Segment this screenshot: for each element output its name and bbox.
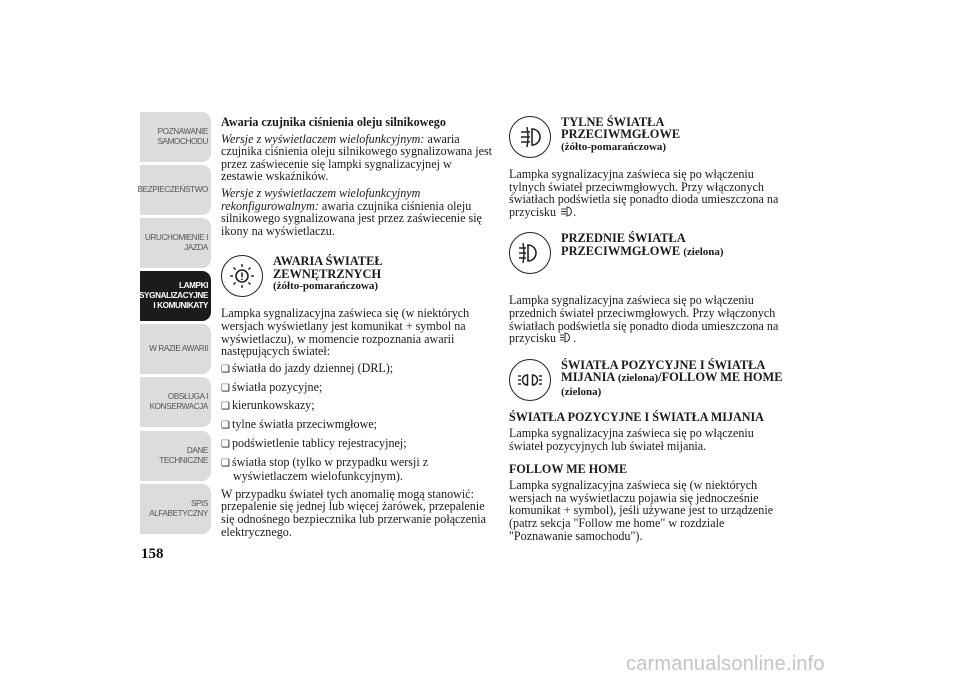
list-item: ❑ kierunkowskazy; xyxy=(221,399,493,414)
list-item: ❑ światła pozycyjne; xyxy=(221,381,493,396)
front-fog-block xyxy=(509,232,785,274)
exterior-lights-color: (żółto-pomarańczowa) xyxy=(273,280,379,293)
side-lights-heading: ŚWIATŁA POZYCYJNE I ŚWIATŁA MIJANIA xyxy=(509,409,764,424)
follow-me-home-paragraph: Lampka sygnalizacyjna zaświeca się (w niektórych wersjach na wyświetlaczu pojawia się jednocześnie komunikat + symbol), jeśli używane jest to urządzenie (patrz sekcja "Follow me home" w rozdziale "Poznawanie samochodu"). xyxy=(509,478,774,543)
right-column xyxy=(509,116,785,546)
front-fog-button-icon xyxy=(559,332,573,343)
rear-fog-title xyxy=(561,116,681,153)
side-lights-icon xyxy=(509,359,551,401)
left-column xyxy=(221,116,493,542)
oil-sensor-p1-italic: Wersje z wyświetlaczem wielofunkcyjnym: xyxy=(221,131,425,146)
tab-uruchomienie-i-jazda[interactable]: URUCHOMIENIE I JAZDA xyxy=(140,218,211,268)
list-item: ❑ podświetlenie tablicy rejestracyjnej; xyxy=(221,437,493,452)
chapter-tabs xyxy=(137,112,211,537)
side-lights-title-text: ŚWIATŁA POZYCYJNE I ŚWIATŁA MIJANIA xyxy=(561,357,765,385)
follow-me-title-text: /FOLLOW ME HOME xyxy=(658,370,783,385)
oil-sensor-paragraph-1 xyxy=(221,133,493,183)
front-fog-light-icon xyxy=(509,232,551,274)
front-fog-paragraph: Lampka sygnalizacyjna zaświeca się po włączeniu przednich świateł przeciwmgłowych. Przy włączonych światłach podświetla się ponadto dioda umieszczona na przycisku . xyxy=(509,293,779,346)
list-item: ❑ tylne światła przeciwmgłowe; xyxy=(221,418,493,433)
oil-sensor-paragraph-2 xyxy=(221,187,493,237)
page-number: 158 xyxy=(141,546,164,562)
front-fog-title-line xyxy=(561,232,771,258)
tab-w-razie-awarii[interactable]: W RAZIE AWARII xyxy=(140,324,211,374)
front-fog-title-text: PRZEDNIE ŚWIATŁA PRZECIWMGŁOWE xyxy=(561,231,686,258)
failed-lights-list xyxy=(221,362,493,483)
rear-fog-color: (żółto-pomarańczowa) xyxy=(561,140,667,153)
list-item: ❑ światła stop (tylko w przypadku wersji z wyświetlaczem wielofunkcyjnym). xyxy=(221,456,493,483)
side-lights-paragraph: Lampka sygnalizacyjna zaświeca się po włączeniu świateł pozycyjnych lub świateł mijania. xyxy=(509,426,754,453)
side-lights-color-1: (zielona) xyxy=(617,372,659,385)
tab-spis-alfabetyczny[interactable]: SPIS ALFABETYCZNY xyxy=(140,484,211,534)
side-lights-title xyxy=(561,359,785,398)
tab-bezpieczenstwo[interactable]: BEZPIECZEŃSTWO xyxy=(140,165,211,215)
rear-fog-button-icon xyxy=(559,206,573,217)
exterior-lights-paragraph: Lampka sygnalizacyjna zaświeca się (w niektórych wersjach wyświetlany jest komunikat + symbol na wyświetlaczu), w momencie rozpoznania awarii następujących świateł: xyxy=(221,306,470,359)
tab-poznawanie-samochodu[interactable]: POZNAWANIE SAMOCHODU xyxy=(140,112,211,162)
tab-lampki-sygnalizacyjne[interactable]: LAMPKI SYGNALIZACYJNE I KOMUNIKATY xyxy=(140,271,211,321)
anomaly-paragraph: W przypadku świateł tych anomalię mogą stanowić: przepalenie się jednej lub więcej żarówek, przepalenie się odnośnego bezpiecznika lub przerwanie połączenia elektrycznego. xyxy=(221,486,486,539)
rear-fog-light-icon xyxy=(509,116,551,158)
bulb-fault-icon xyxy=(221,255,263,297)
oil-sensor-p2-italic: Wersje z wyświetlaczem wielofunkcyjnym rekonfigurowalnym: xyxy=(221,185,421,213)
front-fog-color: (zielona) xyxy=(683,245,724,258)
rear-fog-text: Lampka sygnalizacyjna zaświeca się po włączeniu tylnych świateł przeciwmgłowych. Przy włączonych światłach podświetla się ponadto dioda umieszczona na przycisku xyxy=(509,167,779,219)
tab-obsluga-i-konserwacja[interactable]: OBSŁUGA I KONSERWACJA xyxy=(140,377,211,427)
follow-me-home-heading: FOLLOW ME HOME xyxy=(509,461,628,476)
rear-fog-block xyxy=(509,116,785,158)
rear-fog-paragraph: Lampka sygnalizacyjna zaświeca się po włączeniu tylnych świateł przeciwmgłowych. Przy włączonych światłach podświetla się ponadto dioda umieszczona na przycisku . xyxy=(509,167,779,219)
list-item: ❑ światła do jazdy dziennej (DRL); xyxy=(221,362,493,377)
front-fog-text: Lampka sygnalizacyjna zaświeca się po włączeniu przednich świateł przeciwmgłowych. Przy włączonych światłach podświetla się ponadto dioda umieszczona na przycisku xyxy=(509,293,779,346)
rear-fog-title-text: TYLNE ŚWIATŁA PRZECIWMGŁOWE xyxy=(561,115,681,142)
tab-dane-techniczne[interactable]: DANE TECHNICZNE xyxy=(140,431,211,481)
oil-sensor-heading: Awaria czujnika ciśnienia oleju silnikowego xyxy=(221,115,446,129)
watermark: carmanualsonline.info xyxy=(626,653,825,675)
exterior-lights-title-text: AWARIA ŚWIATEŁ ZEWNĘTRZNYCH xyxy=(273,254,383,281)
oil-sensor-p1-text: awaria czujnika ciśnienia oleju silnikowego sygnalizowana jest przez zaświecenie się lampki sygnalizacyjnej w zestawie wskaźników. xyxy=(221,131,493,184)
exterior-lights-fault-block xyxy=(221,255,493,297)
follow-me-color: (zielona) xyxy=(561,385,602,398)
side-lights-block xyxy=(509,359,785,401)
exterior-lights-fault-title xyxy=(273,255,393,292)
oil-sensor-p2-text: awaria czujnika ciśnienia oleju silnikowego sygnalizowana jest przez zaświecenie się ikony na wyświetlaczu. xyxy=(221,198,482,238)
front-fog-title xyxy=(561,232,771,258)
